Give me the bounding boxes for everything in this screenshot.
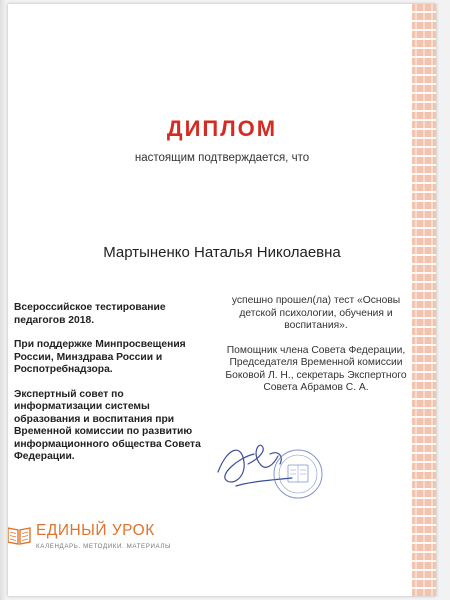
organizers-column [14, 302, 204, 476]
signature-and-seal [208, 434, 338, 504]
open-book-icon [8, 524, 32, 546]
result-column [216, 295, 416, 407]
event-name: Всероссийское тестирование педагогов 2018. [14, 302, 166, 326]
logo-tagline: КАЛЕНДАРЬ. МЕТОДИКИ. МАТЕРИАЛЫ [36, 543, 172, 550]
logo-name: ЕДИНЫЙ УРОК [36, 522, 155, 539]
recipient-name: Мартыненко Наталья Николаевна [103, 244, 341, 261]
council-text: Экспертный совет по информатизации системы образования и воспитания при Временной комиссии по развитию информационного общества Совета Федерации. [14, 388, 201, 462]
diploma-subtitle: настоящим подтверждается, что [134, 152, 310, 164]
diploma-sheet [8, 4, 436, 596]
seal-stamp [274, 450, 322, 498]
signatories-text: Помощник члена Совета Федерации, Председателя Временной комиссии Боковой Л. Н., секретарь Экспертного Совета Абрамов С. А. [225, 344, 407, 393]
support-text: При поддержке Минпросвещения России, Минздрава России и Роспотребнадзора. [14, 339, 186, 375]
test-result: успешно прошел(ла) тест «Основы детской психологии, обучения и воспитания». [231, 295, 401, 331]
diploma-title: ДИПЛОМ [166, 116, 278, 141]
edinyi-urok-logo [8, 522, 196, 556]
